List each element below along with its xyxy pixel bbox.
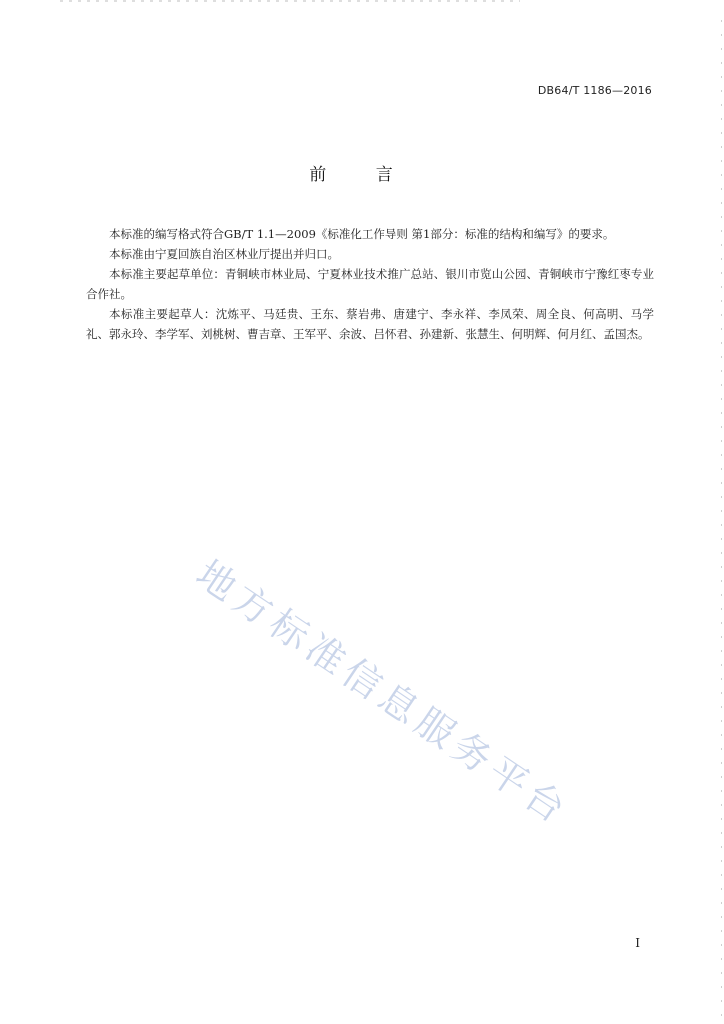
paragraph-format: 本标准的编写格式符合GB/T 1.1—2009《标准化工作导则 第1部分：标准的结构和编写》的要求。	[109, 227, 615, 241]
watermark: 地方标准信息服务平台	[188, 551, 578, 835]
paragraph-proposer: 本标准由宁夏回族自治区林业厅提出并归口。	[109, 247, 339, 261]
paragraph-drafting-units: 本标准主要起草单位：青铜峡市林业局、宁夏林业技术推广总站、银川市览山公园、青铜峡市宁豫红枣专业合作社。	[86, 267, 654, 301]
paragraph-drafters: 本标准主要起草人：沈炼平、马廷贵、王东、蔡岩弗、唐建宁、李永祥、李凤荣、周全良、何高明、马学礼、郭永玲、李学军、刘桃树、曹吉章、王军平、余波、吕怀君、孙建新、张慧生、何明辉、何月红、孟国杰。	[86, 307, 654, 341]
standard-number: DB64/T 1186—2016	[537, 84, 652, 97]
scan-edge-top	[60, 0, 520, 2]
foreword-body	[86, 224, 654, 344]
page-number: I	[635, 936, 640, 950]
page-title: 前 言	[309, 165, 415, 185]
